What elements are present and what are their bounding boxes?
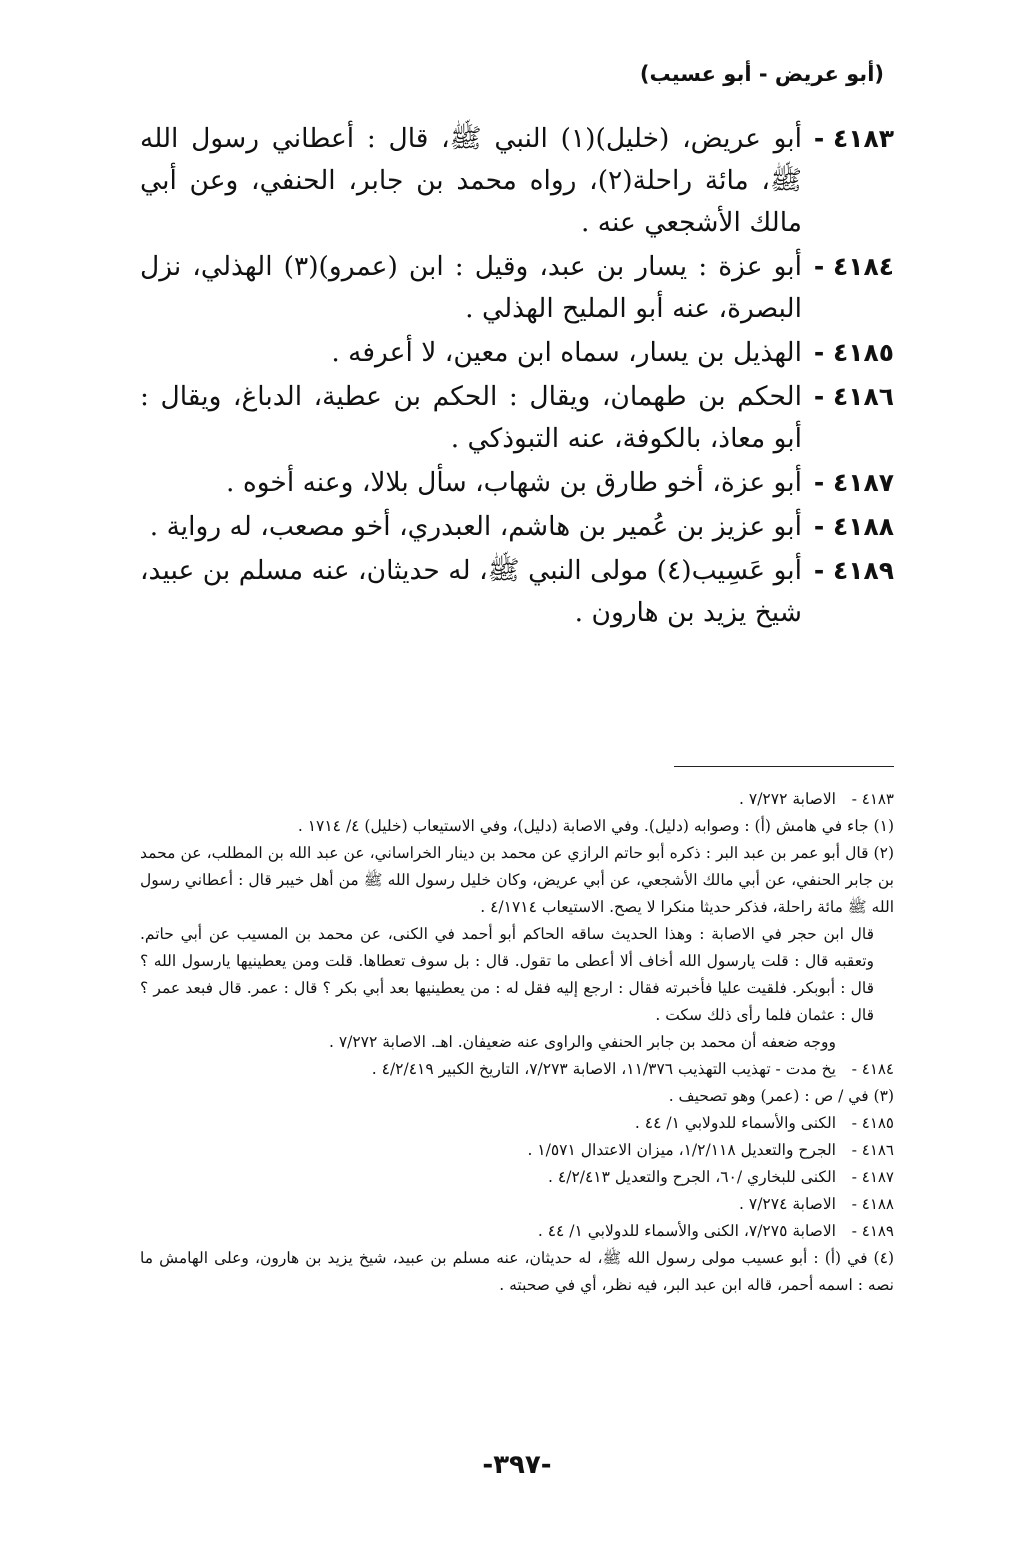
note-text: الاصابة ٧/٢٧٢ . bbox=[739, 790, 836, 808]
note-number: ٤١٨٣ - bbox=[851, 790, 894, 808]
entry-number: ٤١٨٨ - bbox=[813, 512, 894, 541]
source-note bbox=[140, 1110, 894, 1137]
note-text: الاصابة ٧/٢٧٥، الكنى والأسماء للدولابي ١/ ٤٤ . bbox=[537, 1222, 836, 1240]
entry-text: الحكم بن طهمان، ويقال : الحكم بن عطية، الدباغ، ويقال : أبو معاذ، بالكوفة، عنه التبوذكي . bbox=[140, 381, 802, 454]
source-note bbox=[140, 1164, 894, 1191]
note-text: الاصابة ٧/٢٧٤ . bbox=[739, 1195, 836, 1213]
running-title: (أبو عريض - أبو عسيب) bbox=[639, 62, 884, 86]
note-number: ٤١٨٧ - bbox=[851, 1168, 894, 1186]
footnotes bbox=[140, 786, 894, 1299]
entries-list bbox=[140, 118, 894, 636]
source-note bbox=[140, 1218, 894, 1245]
entry-number: ٤١٨٤ - bbox=[813, 252, 894, 281]
note-number: ٤١٨٨ - bbox=[851, 1195, 894, 1213]
note-text: يخ مدت - تهذيب التهذيب ١١/٣٧٦، الاصابة ٧/٢٧٣، التاريخ الكبير ٤/٢/٤١٩ . bbox=[371, 1060, 836, 1078]
entry-text: أبو عريض، (خليل)(١) النبي ﷺ، قال : أعطاني رسول الله ﷺ، مائة راحلة(٢)، رواه محمد بن جابر، الحنفي، وعن أبي مالك الأشجعي عنه . bbox=[140, 123, 803, 238]
note-text: الكنى والأسماء للدولابي ١/ ٤٤ . bbox=[634, 1114, 836, 1132]
entry bbox=[140, 462, 894, 504]
entry-text: أبو عَسِيب(٤) مولى النبي ﷺ، له حديثان، عنه مسلم بن عبيد، شيخ يزيد بن هارون . bbox=[140, 555, 802, 628]
footnote-4: (٤) في (أ) : أبو عسيب مولى رسول الله ﷺ، له حديثان، عنه مسلم بن عبيد، شيخ يزيد بن هارون، وعلى الهامش ما نصه : اسمه أحمر، قاله ابن عبد البر، فيه نظر، أي في صحبته . bbox=[140, 1249, 894, 1294]
entry bbox=[140, 332, 894, 374]
entry bbox=[140, 118, 894, 244]
entry-text: الهذيل بن يسار، سماه ابن معين، لا أعرفه . bbox=[331, 337, 802, 368]
note-text: الجرح والتعديل ١/٢/١١٨، ميزان الاعتدال ١/٥٧١ . bbox=[527, 1141, 836, 1159]
entry bbox=[140, 550, 894, 634]
entry bbox=[140, 246, 894, 330]
footnote-separator bbox=[674, 766, 894, 767]
note-number: ٤١٨٩ - bbox=[851, 1222, 894, 1240]
footnote-1: (١) جاء في هامش (أ) : وصوابه (دليل). وفي الاصابة (دليل)، وفي الاستيعاب (خليل) ٤/ ١٧١٤ . bbox=[297, 817, 894, 835]
footnote-3: (٣) في / ص : (عمر) وهو تصحيف . bbox=[668, 1087, 894, 1105]
note-number: ٤١٨٤ - bbox=[851, 1060, 894, 1078]
page-number: -٣٩٧- bbox=[482, 1450, 552, 1480]
entry-number: ٤١٨٥ - bbox=[813, 338, 894, 367]
footnote-2-continued: قال ابن حجر في الاصابة : وهذا الحديث ساقه الحاكم أبو أحمد في الكنى، عن محمد بن المسيب عن أبي حاتم. وتعقبه قال : قلت يارسول الله أخاف ألا أعطى ما تقول. قال : بل سوف تعطاها. قلت ومن يعطينيها يارسول الله ؟ قال : أبوبكر. فلقيت عليا فأخبرته فقال : ارجع إليه فقل له : من يعطينيها بعد أبي بكر ؟ قال : عمر. قال فبعد عمر ؟ قال : عثمان فلما رأى ذلك سكت . bbox=[140, 925, 874, 1024]
entry-number: ٤١٨٩ - bbox=[813, 556, 894, 585]
source-note bbox=[140, 786, 894, 813]
entry-number: ٤١٨٦ - bbox=[813, 382, 894, 411]
source-note bbox=[140, 1191, 894, 1218]
source-note bbox=[140, 1137, 894, 1164]
note-number: ٤١٨٥ - bbox=[851, 1114, 894, 1132]
source-note bbox=[140, 1056, 894, 1083]
note-number: ٤١٨٦ - bbox=[851, 1141, 894, 1159]
entry bbox=[140, 376, 894, 460]
entry-text: أبو عزة، أخو طارق بن شهاب، سأل بلالا، وعنه أخوه . bbox=[226, 467, 802, 498]
footnote-2-conclusion: ووجه ضعفه أن محمد بن جابر الحنفي والراوى عنه ضعيفان. اهـ. الاصابة ٧/٢٧٢ . bbox=[328, 1033, 836, 1051]
footnote-2: (٢) قال أبو عمر بن عبد البر : ذكره أبو حاتم الرازي عن محمد بن دينار الخراساني، عن عبد الله بن المطلب، عن محمد بن جابر الحنفي، عن أبي مالك الأشجعي، عن أبي عريض، وكان خليل رسول الله ﷺ من أهل خيبر قال : أعطاني رسول الله ﷺ مائة راحلة، فذكر حديثا منكرا لا يصح. الاستيعاب ٤/١٧١٤ . bbox=[140, 844, 894, 916]
entry bbox=[140, 506, 894, 548]
note-text: الكنى للبخاري /٦٠، الجرح والتعديل ٤/٢/٤١٣ . bbox=[548, 1168, 836, 1186]
entry-number: ٤١٨٧ - bbox=[813, 468, 894, 497]
entry-text: أبو عزيز بن عُمير بن هاشم، العبدري، أخو مصعب، له رواية . bbox=[149, 511, 802, 542]
entry-number: ٤١٨٣ - bbox=[813, 124, 894, 153]
entry-text: أبو عزة : يسار بن عبد، وقيل : ابن (عمرو)(٣) الهذلي، نزل البصرة، عنه أبو المليح الهذلي . bbox=[140, 251, 802, 324]
